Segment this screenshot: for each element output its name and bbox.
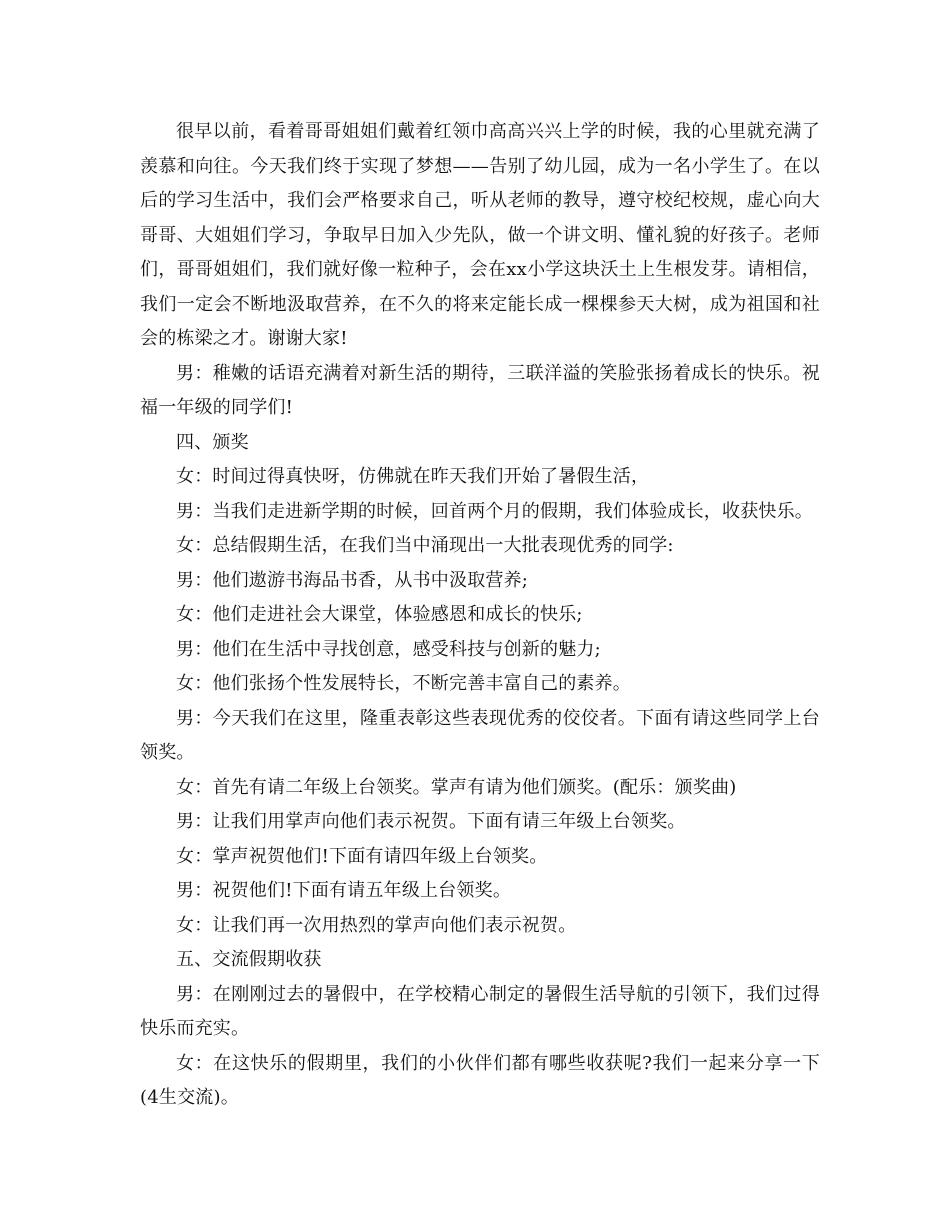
section-heading-vacation-sharing: 五、交流假期收获: [176, 949, 322, 970]
paragraph-dialogue-line: 女：掌声祝贺他们!下面有请四年级上台领奖。: [176, 845, 548, 867]
paragraph-intro-speech: 很早以前，看着哥哥姐姐们戴着红领巾高高兴兴上学的时候，我的心里就充满了羡慕和向往。今天我们终于实现了梦想——告别了幼儿园，成为一名小学生了。在以后的学习生活中，我们会严格要求自己，听从老师的教导，遵守校纪校规，虚心向大哥哥、大姐姐们学习，争取早日加入少先队，做一个讲文明、懂礼貌的好孩子。老师们，哥哥姐姐们，我们就好像一粒种子，会在xx小学这块沃土上生根发芽。请相信，我们一定会不断地汲取营养，在不久的将来定能长成一棵棵参天大树，成为祖国和社会的栋梁之才。谢谢大家!: [140, 121, 820, 349]
paragraph-male-blessing: 男：稚嫩的话语充满着对新生活的期待，三联洋溢的笑脸张扬着成长的快乐。祝福一年级的同学们!: [140, 362, 820, 418]
paragraph-dialogue-line: 男：今天我们在这里，隆重表彰这些表现优秀的佼佼者。下面有请这些同学上台领奖。: [140, 707, 820, 763]
paragraph-dialogue-line: 男：他们在生活中寻找创意，感受科技与创新的魅力;: [176, 638, 601, 660]
document-page: [140, 115, 820, 1116]
paragraph-dialogue-line: 男：让我们用掌声向他们表示祝贺。下面有请三年级上台领奖。: [176, 811, 686, 832]
paragraph-dialogue-line: 女：总结假期生活，在我们当中涌现出一大批表现优秀的同学:: [176, 535, 674, 556]
paragraph-dialogue-line: 女：他们张扬个性发展特长，不断完善丰富自己的素养。: [176, 673, 631, 694]
paragraph-dialogue-line: 男：当我们走进新学期的时候，回首两个月的假期，我们体验成长，收获快乐。: [176, 500, 813, 522]
section-heading-awards: 四、颁奖: [176, 431, 249, 453]
paragraph-dialogue-line: 女：他们走进社会大课堂，体验感恩和成长的快乐;: [176, 604, 583, 625]
paragraph-dialogue-line: 女：首先有请二年级上台领奖。掌声有请为他们颁奖。(配乐：颁奖曲): [176, 776, 737, 798]
paragraph-dialogue-line: 男：在刚刚过去的暑假中，在学校精心制定的暑假生活导航的引领下，我们过得快乐而充实。: [140, 983, 820, 1039]
paragraph-dialogue-line: 男：祝贺他们!下面有请五年级上台领奖。: [176, 880, 512, 901]
paragraph-dialogue-line: 男：他们遨游书海品书香，从书中汲取营养;: [176, 569, 529, 591]
paragraph-dialogue-line: 女：在这快乐的假期里，我们的小伙伴们都有哪些收获呢?我们一起来分享一下(4生交流)。: [140, 1052, 820, 1108]
paragraph-dialogue-line: 女：时间过得真快呀，仿佛就在昨天我们开始了暑假生活，: [176, 466, 650, 487]
paragraph-dialogue-line: 女：让我们再一次用热烈的掌声向他们表示祝贺。: [176, 914, 577, 936]
